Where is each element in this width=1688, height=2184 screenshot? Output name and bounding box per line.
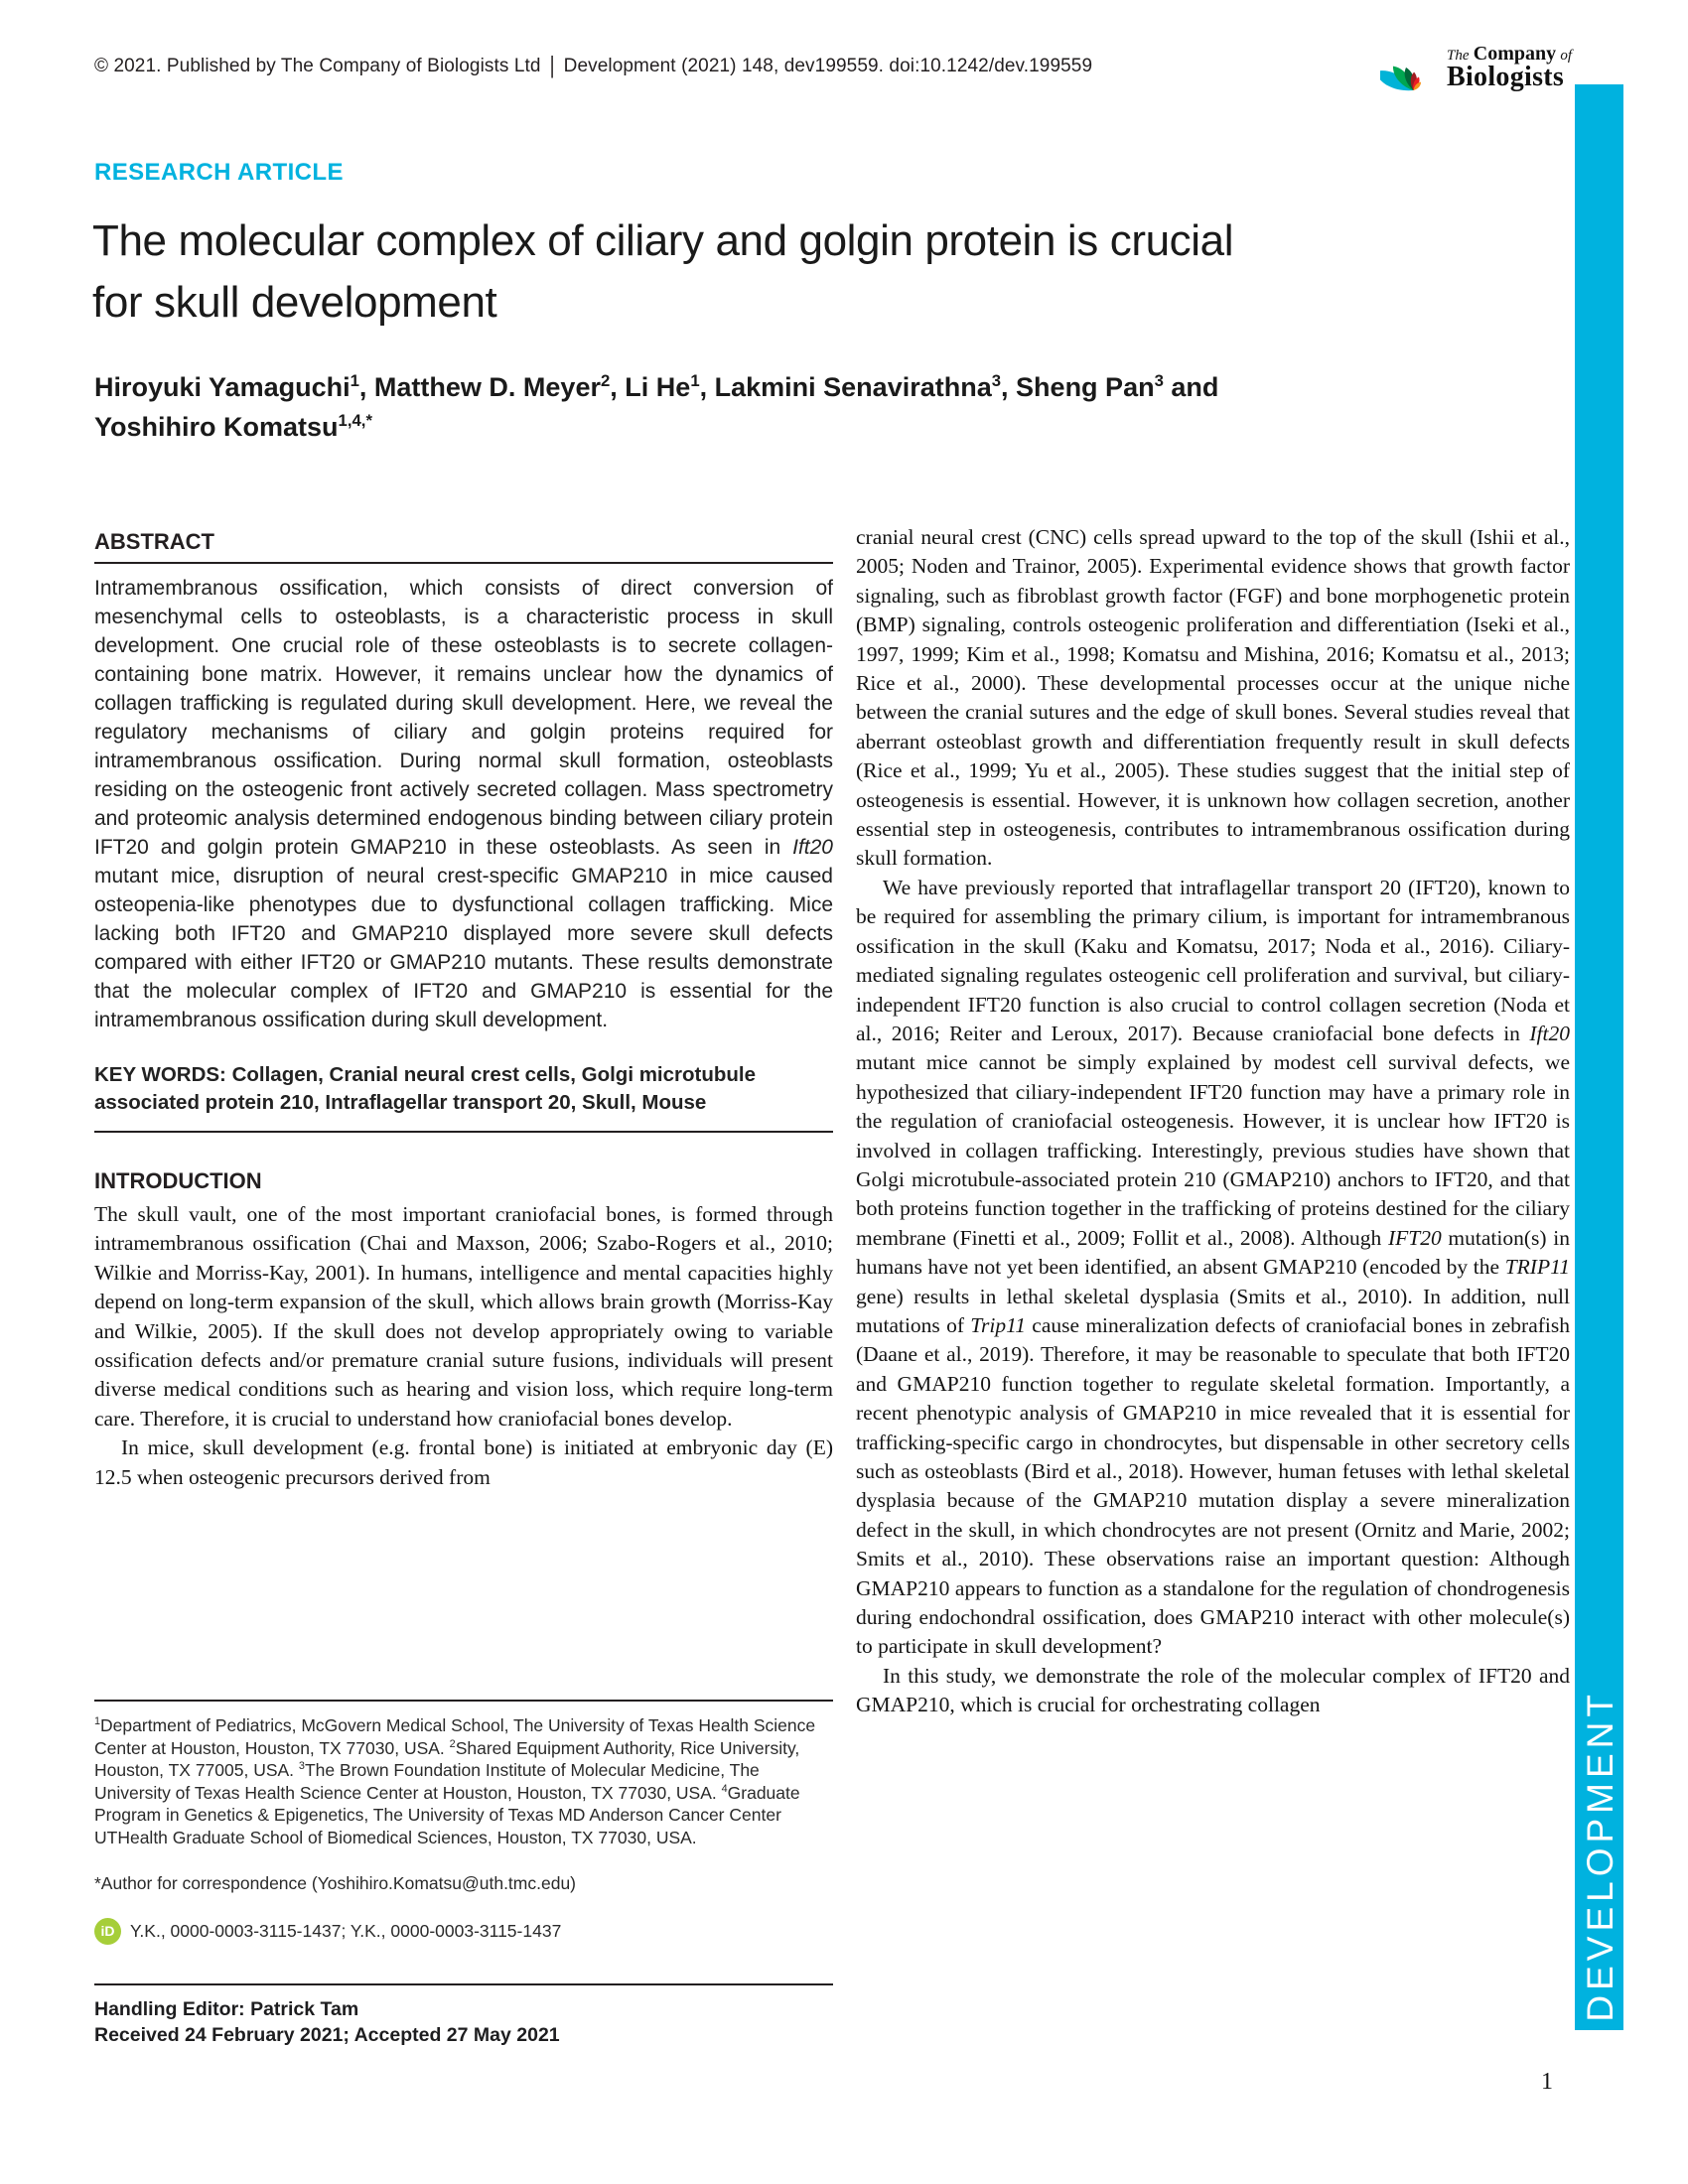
keywords-text: Collagen, Cranial neural crest cells, Golgi microtubule associated protein 210, Intraflagellar transport 20, Skull, Mouse	[94, 1063, 757, 1114]
article-type-kicker: RESEARCH ARTICLE	[94, 159, 344, 186]
introduction-paragraph: In mice, skull development (e.g. frontal bone) is initiated at embryonic day (E) 12.5 when osteogenic precursors derived from	[94, 1435, 833, 1489]
keywords-block	[94, 1061, 833, 1133]
logo-biologists: Biologists	[1447, 61, 1565, 92]
affiliations-text: $^1$Department of Pediatrics, McGovern Medical School, The University of Texas Health Science Center at Houston, Houston, TX 77030, USA. $^2$Shared Equipment Authority, Rice University, Houston, TX 77005, USA. $^3$The Brown Foundation Institute of Molecular Medicine, The University of Texas Health Science Center at Houston, Houston, TX 77030, USA. $^4$Graduate Program in Genetics & Epigenetics, The University of Texas MD Anderson Cancer Center UTHealth Graduate School of Biomedical Sciences, Houston, TX 77030, USA.	[94, 1715, 816, 1847]
logo-the: The	[1447, 47, 1470, 64]
body-paragraph: cranial neural crest (CNC) cells spread upward to the top of the skull (Ishii et al., 2005; Noden and Trainor, 2005). Experimental evidence shows that growth factor signaling, such as fibroblast growth factor (FGF) and bone morphogenetic protein (BMP) signaling, controls osteogenic proliferation and differentiation (Iseki et al., 1997, 1999; Kim et al., 1998; Komatsu and Mishina, 2016; Komatsu et al., 2013; Rice et al., 2000). These developmental processes occur at the unique niche between the cranial sutures and the edge of skull bones. Several studies reveal that aberrant osteoblast growth and differentiation frequently result in skull defects (Rice et al., 1999; Yu et al., 2005). These studies suggest that the initial step of osteogenesis is essential. However, it is unknown how collagen secretion, another essential step in osteogenesis, contributes to intramembranous ossification during skull formation.	[856, 525, 1570, 871]
received-accepted-line: Received 24 February 2021; Accepted 27 May 2021	[94, 2024, 560, 2046]
introduction-paragraph: The skull vault, one of the most important craniofacial bones, is formed through intramembranous ossification (Chai and Maxson, 2006; Szabo-Rogers et al., 2010; Wilkie and Morriss-Kay, 2001). In humans, intelligence and mental capacities highly depend on long-term expansion of the skull, which allows brain growth (Morriss-Kay and Wilkie, 2005). If the skull does not develop appropriately owing to variable ossification defects and/or premature cranial suture fusions, individuals will present diverse medical conditions such as hearing and vision loss, which require long-term care. Therefore, it is crucial to understand how craniofacial bones develop.	[94, 1202, 833, 1431]
editor-block	[94, 1983, 833, 2048]
correspondence-line: *Author for correspondence (Yoshihiro.Komatsu@uth.tmc.edu)	[94, 1872, 577, 1893]
right-column	[856, 523, 1570, 1720]
logo-company: Company	[1473, 42, 1557, 65]
left-column	[94, 529, 833, 1492]
company-of-biologists-logo	[1380, 34, 1572, 100]
article-title: The molecular complex of ciliary and golgin protein is crucial for skull development	[92, 216, 1234, 327]
page-number: 1	[1541, 2069, 1553, 2095]
abstract-heading: ABSTRACT	[94, 529, 833, 564]
masthead	[94, 53, 1093, 79]
orcid-ids-text: Y.K., 0000-0003-3115-1437; Y.K., 0000-0003-3115-1437	[130, 1921, 562, 1942]
orcid-line	[94, 1918, 833, 1945]
logo-fan-icon	[1380, 34, 1442, 100]
orcid-icon: iD	[94, 1918, 121, 1945]
author-list: Hiroyuki Yamaguchi$^1$, Matthew D. Meyer$^2$, Li He$^1$, Lakmini Senavirathna$^3$, Sheng Pan$^3$ and Yoshihiro Komatsu$^{1,4,*}$	[94, 371, 1219, 442]
logo-wordmark	[1447, 44, 1572, 91]
handling-editor-line: Handling Editor: Patrick Tam	[94, 1998, 359, 2020]
footnote-block	[94, 1700, 833, 1945]
body-paragraph: In this study, we demonstrate the role of the molecular complex of IFT20 and GMAP210, which is crucial for orchestrating collagen	[856, 1663, 1570, 1717]
logo-of: of	[1560, 47, 1573, 64]
copyright-text: © 2021. Published by The Company of Biologists Ltd	[94, 56, 541, 76]
body-paragraph: We have previously reported that intraflagellar transport 20 (IFT20), known to be required for assembling the primary cilium, is important for intramembranous ossification in the skull (Kaku and Komatsu, 2017; Noda et al., 2016). Ciliary-mediated signaling regulates osteogenic cell proliferation and survival, but ciliary-independent IFT20 function is also crucial to control collagen secretion (Noda et al., 2016; Reiter and Leroux, 2017). Because craniofacial bone defects in Ift20 mutant mice cannot be simply explained by modest cell survival defects, we hypothesized that ciliary-independent IFT20 function may have a primary role in the regulation of craniofacial osteogenesis. However, it is unclear how IFT20 is involved in collagen trafficking. Interestingly, previous studies have shown that Golgi microtubule-associated protein 210 (GMAP210) anchors to IFT20, and that both proteins function together in the trafficking of proteins destined for the ciliary membrane (Finetti et al., 2009; Follit et al., 2008). Although IFT20 mutation(s) in humans have not yet been identified, an absent GMAP210 (encoded by the TRIP11 gene) results in lethal skeletal dysplasia (Smits et al., 2010). In addition, null mutations of Trip11 cause mineralization defects of craniofacial bones in zebrafish (Daane et al., 2019). Therefore, it may be reasonable to speculate that both IFT20 and GMAP210 function together to regulate skeletal formation. Importantly, a recent phenotypic analysis of GMAP210 in mice revealed that it is essential for trafficking-specific cargo in chondrocytes, but dispensable in other secretory cells such as osteoblasts (Bird et al., 2018). However, human fetuses with lethal skeletal dysplasia because of the GMAP210 mutation display a severe mineralization defect in the skull, in which chondrocytes are not present (Ornitz and Marie, 2002; Smits et al., 2010). These observations raise an important question: Although GMAP210 appears to function as a standalone for the regulation of chondrogenesis during endochondral ossification, does GMAP210 interact with other molecule(s) to participate in skull development?	[856, 875, 1571, 1659]
abstract-text: Intramembranous ossification, which consists of direct conversion of mesenchymal cells to osteoblasts, is a characteristic process in skull development. One crucial role of these osteoblasts is to secrete collagen-containing bone matrix. However, it remains unclear how the dynamics of collagen trafficking is regulated during skull development. Here, we reveal the regulatory mechanisms of ciliary and golgin proteins required for intramembranous ossification. During normal skull formation, osteoblasts residing on the osteogenic front actively secreted collagen. Mass spectrometry and proteomic analysis determined endogenous binding between ciliary protein IFT20 and golgin protein GMAP210 in these osteoblasts. As seen in Ift20 mutant mice, disruption of neural crest-specific GMAP210 in mice caused osteopenia-like phenotypes due to dysfunctional collagen trafficking. Mice lacking both IFT20 and GMAP210 displayed more severe skull defects compared with either IFT20 or GMAP210 mutants. These results demonstrate that the molecular complex of IFT20 and GMAP210 is essential for the intramembranous ossification during skull development.	[94, 577, 833, 1031]
introduction-heading: INTRODUCTION	[94, 1168, 262, 1193]
journal-sidebar-band	[1575, 84, 1623, 2030]
masthead-divider: |	[549, 53, 555, 79]
journal-name-vertical: DEVELOPMENT	[1580, 1690, 1620, 2022]
keywords-label: KEY WORDS:	[94, 1063, 232, 1086]
citation-doi-text: Development (2021) 148, dev199559. doi:10.1242/dev.199559	[563, 56, 1093, 76]
